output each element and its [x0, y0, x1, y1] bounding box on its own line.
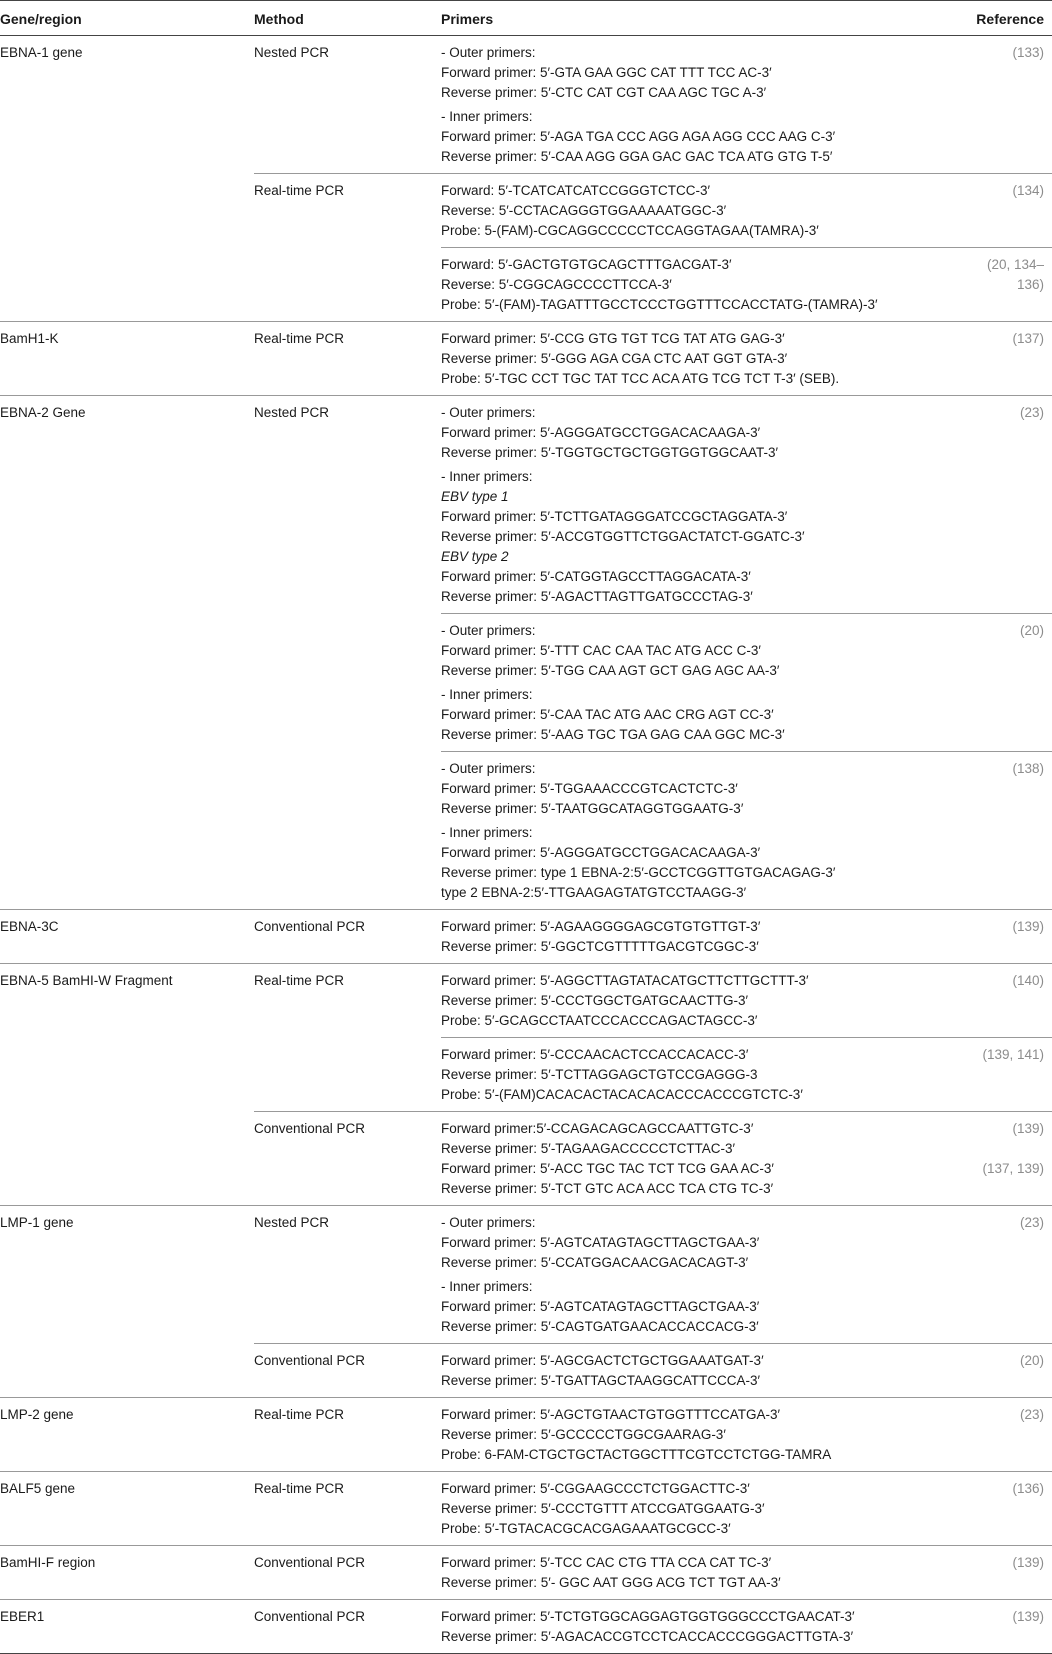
- primer-line: Reverse primer: 5′-AGACACCGTCCTCACCACCCGGGACTTGTA-3′: [441, 1629, 854, 1644]
- method-cell: [254, 752, 441, 910]
- primer-line: Forward primer: 5′-ACC TGC TAC TCT TCG GAA AC-3′: [441, 1161, 774, 1176]
- primer-line: Probe: 5′-TGC CCT TGC TAT TCC ACA ATG TCG TCT T-3′ (SEB).: [441, 371, 840, 386]
- table-row: [0, 614, 1052, 752]
- gene-cell: [0, 752, 254, 910]
- reference-citation: (134): [1012, 183, 1044, 198]
- primer-line: - Outer primers:: [441, 405, 536, 420]
- reference-citation: (23): [1019, 1215, 1044, 1230]
- gene-cell: EBNA-3C: [0, 910, 254, 964]
- method-cell: Nested PCR: [254, 1206, 441, 1344]
- method-cell: Conventional PCR: [254, 910, 441, 964]
- primer-line: Reverse primer: type 1 EBNA-2:5′-GCCTCGGTTGTGACAGAG-3′: [441, 865, 836, 880]
- primer-line: Forward primer: 5′-CAA TAC ATG AAC CRG AGT CC-3′: [441, 707, 774, 722]
- reference-cell: [972, 248, 1052, 322]
- primer-line: Forward: 5′-TCATCATCATCCGGGTCTCC-3′: [441, 183, 711, 198]
- primer-line: Forward primer: 5′-GTA GAA GGC CAT TTT TCC AC-3′: [441, 65, 772, 80]
- gene-cell: EBNA-2 Gene: [0, 396, 254, 614]
- primer-line: Forward primer: 5′-AGCGACTCTGCTGGAAATGAT-3′: [441, 1353, 764, 1368]
- table-row: [0, 1038, 1052, 1112]
- primer-line: Forward primer: 5′-CCCAACACTCCACCACACC-3′: [441, 1047, 749, 1062]
- reference-citation: (139): [1012, 1121, 1044, 1136]
- table-row: [0, 1546, 1052, 1600]
- primer-line: Reverse primer: 5′-TCT GTC ACA ACC TCA CTG TC-3′: [441, 1181, 774, 1196]
- method-cell: Conventional PCR: [254, 1344, 441, 1398]
- primers-cell: [441, 1600, 972, 1654]
- primer-line: Forward primer: 5′-AGGGATGCCTGGACACAAGA-3′: [441, 425, 761, 440]
- primer-line: EBV type 1: [441, 489, 509, 504]
- primers-cell: [441, 1546, 972, 1600]
- primers-cell: [441, 248, 972, 322]
- primer-line: Reverse primer: 5′-TAGAAGACCCCCTCTTAC-3′: [441, 1141, 736, 1156]
- reference-cell: [972, 1600, 1052, 1654]
- primer-line: Reverse primer: 5′-ACCGTGGTTCTGGACTATCT-GGATC-3′: [441, 529, 805, 544]
- primer-line: - Inner primers:: [441, 469, 533, 484]
- gene-cell: [0, 1038, 254, 1112]
- primer-line: - Outer primers:: [441, 45, 536, 60]
- method-cell: [254, 248, 441, 322]
- reference-citation: (139): [1012, 1609, 1044, 1624]
- reference-cell: [972, 910, 1052, 964]
- primer-line: Forward primer: 5′-CGGAAGCCCTCTGGACTTC-3′: [441, 1481, 750, 1496]
- reference-citation: (20): [1019, 623, 1044, 638]
- reference-citation: (139): [1012, 1555, 1044, 1570]
- primers-cell: [441, 174, 972, 248]
- primers-cell: [441, 36, 972, 174]
- primer-line: Forward primer: 5′-TCTGTGGCAGGAGTGGTGGGCCCTGAACAT-3′: [441, 1609, 855, 1624]
- primers-cell: [441, 1472, 972, 1546]
- primer-line: Reverse primer: 5′-CCCTGGCTGATGCAACTTG-3′: [441, 993, 749, 1008]
- method-cell: Real-time PCR: [254, 322, 441, 396]
- table-row: [0, 964, 1052, 1038]
- primer-line: Probe: 5-(FAM)-CGCAGGCCCCCTCCAGGTAGAA(TAMRA)-3′: [441, 223, 819, 238]
- reference-citation: (140): [1012, 973, 1044, 988]
- primer-line: Forward primer: 5′-TCTTGATAGGGATCCGCTAGGATA-3′: [441, 509, 788, 524]
- method-cell: [254, 1038, 441, 1112]
- reference-citation: (139, 141): [982, 1047, 1044, 1062]
- gene-cell: EBNA-1 gene: [0, 45, 83, 60]
- primer-line: Probe: 6-FAM-CTGCTGCTACTGGCTTTCGTCCTCTGG-TAMRA: [441, 1447, 832, 1462]
- primers-cell: [441, 1112, 972, 1206]
- method-cell: Real-time PCR: [254, 174, 441, 248]
- gene-cell: [0, 614, 254, 752]
- gene-cell: EBNA-5 BamHI-W Fragment: [0, 964, 254, 1038]
- primer-line: Reverse primer: 5′-GCCCCCTGGCGAARAG-3′: [441, 1427, 726, 1442]
- gene-cell: BamHI-F region: [0, 1546, 254, 1600]
- primers-cell: [441, 752, 972, 910]
- primer-line: Reverse primer: 5′- GGC AAT GGG ACG TCT TGT AA-3′: [441, 1575, 781, 1590]
- primer-line: Forward primer: 5′-CCG GTG TGT TCG TAT ATG GAG-3′: [441, 331, 785, 346]
- reference-cell: [972, 1398, 1052, 1472]
- primer-line: Forward primer: 5′-TCC CAC CTG TTA CCA CAT TC-3′: [441, 1555, 772, 1570]
- primer-line: Reverse primer: 5′-TGATTAGCTAAGGCATTCCCA-3′: [441, 1373, 761, 1388]
- table-row: [0, 1600, 1052, 1654]
- method-cell: Real-time PCR: [254, 1398, 441, 1472]
- method-cell: Conventional PCR: [254, 1112, 441, 1206]
- table-row: [0, 248, 1052, 322]
- primers-cell: [441, 910, 972, 964]
- table-row: [0, 36, 1052, 174]
- gene-cell: [0, 248, 254, 322]
- primer-line: Forward: 5′-GACTGTGTGCAGCTTTGACGAT-3′: [441, 257, 732, 272]
- primers-cell: [441, 1206, 972, 1344]
- method-cell: [254, 614, 441, 752]
- primer-line: Probe: 5′-(FAM)CACACACTACACACACCCACCCGTCTC-3′: [441, 1087, 803, 1102]
- primer-line: Forward primer: 5′-AGGCTTAGTATACATGCTTCTTGCTTT-3′: [441, 973, 809, 988]
- table-row: [0, 1472, 1052, 1546]
- header-reference: Reference: [972, 1, 1052, 36]
- reference-cell: [972, 1206, 1052, 1344]
- reference-cell: [972, 1038, 1052, 1112]
- primer-line: Probe: 5′-TGTACACGCACGAGAAATGCGCC-3′: [441, 1521, 731, 1536]
- method-cell: Conventional PCR: [254, 1546, 441, 1600]
- primer-line: - Inner primers:: [441, 825, 533, 840]
- primers-cell: [441, 1038, 972, 1112]
- reference-citation: (133): [1012, 45, 1044, 60]
- table-row: [0, 322, 1052, 396]
- primer-line: Forward primer: 5′-AGGGATGCCTGGACACAAGA-3′: [441, 845, 761, 860]
- method-cell: Nested PCR: [254, 45, 330, 60]
- table-body: [0, 36, 1052, 1654]
- primer-line: Reverse primer: 5′-CTC CAT CGT CAA AGC TGC A-3′: [441, 85, 767, 100]
- reference-cell: [972, 1472, 1052, 1546]
- table-row: [0, 1398, 1052, 1472]
- gene-cell: [0, 174, 254, 248]
- reference-citation: (137): [1012, 331, 1044, 346]
- gene-cell: BALF5 gene: [0, 1472, 254, 1546]
- primers-cell: [441, 322, 972, 396]
- primer-line: Reverse primer: 5′-TAATGGCATAGGTGGAATG-3′: [441, 801, 744, 816]
- reference-citation: (137, 139): [982, 1161, 1044, 1176]
- primers-cell: [441, 964, 972, 1038]
- primer-line: Forward primer: 5′-AGA TGA CCC AGG AGA AGG CCC AAG C-3′: [441, 129, 836, 144]
- reference-citation: (23): [1019, 1407, 1044, 1422]
- header-method: Method: [254, 1, 441, 36]
- gene-cell: LMP-1 gene: [0, 1206, 254, 1344]
- primer-line: - Outer primers:: [441, 623, 536, 638]
- primer-line: Reverse: 5′-CCTACAGGGTGGAAAAATGGC-3′: [441, 203, 727, 218]
- reference-cell: [972, 36, 1052, 174]
- reference-cell: [972, 1344, 1052, 1398]
- primer-line: Forward primer:5′-CCAGACAGCAGCCAATTGTC-3′: [441, 1121, 754, 1136]
- reference-citation: (20): [1019, 1353, 1044, 1368]
- primer-line: Forward primer: 5′-TGGAAACCCGTCACTCTC-3′: [441, 781, 738, 796]
- primer-line: - Outer primers:: [441, 1215, 536, 1230]
- reference-cell: [972, 614, 1052, 752]
- primer-line: - Outer primers:: [441, 761, 536, 776]
- table-row: [0, 1112, 1052, 1206]
- reference-cell: [972, 1546, 1052, 1600]
- header-gene: Gene/region: [0, 1, 254, 36]
- reference-cell: [972, 174, 1052, 248]
- primer-line: Reverse primer: 5′-TGG CAA AGT GCT GAG AGC AA-3′: [441, 663, 780, 678]
- reference-cell: [972, 1112, 1052, 1206]
- primer-line: Reverse: 5′-CGGCAGCCCCTTCCA-3′: [441, 277, 672, 292]
- table-row: [0, 752, 1052, 910]
- primer-line: Reverse primer: 5′-TGGTGCTGCTGGTGGTGGCAAT-3′: [441, 445, 779, 460]
- reference-citation: (138): [1012, 761, 1044, 776]
- table-row: [0, 1344, 1052, 1398]
- primer-line: Forward primer: 5′-AGAAGGGGAGCGTGTGTTGT-3′: [441, 919, 761, 934]
- gene-cell: EBER1: [0, 1600, 254, 1654]
- table-row: [0, 174, 1052, 248]
- reference-cell: [972, 964, 1052, 1038]
- primer-line: type 2 EBNA-2:5′-TTGAAGAGTATGTCCTAAGG-3′: [441, 885, 747, 900]
- primer-line: Reverse primer: 5′-CAA AGG GGA GAC GAC TCA ATG GTG T-5′: [441, 149, 833, 164]
- reference-cell: [972, 396, 1052, 614]
- reference-cell: [972, 752, 1052, 910]
- reference-cell: [972, 322, 1052, 396]
- primer-line: Probe: 5′-(FAM)-TAGATTTGCCTCCCTGGTTTCCACCTATG-(TAMRA)-3′: [441, 297, 878, 312]
- table-row: [0, 910, 1052, 964]
- reference-citation: (20, 134–136): [986, 257, 1044, 292]
- reference-citation: [972, 1139, 1044, 1159]
- primers-cell: [441, 1344, 972, 1398]
- table-row: [0, 396, 1052, 614]
- primer-line: Reverse primer: 5′-TCTTAGGAGCTGTCCGAGGG-3: [441, 1067, 758, 1082]
- primer-line: EBV type 2: [441, 549, 509, 564]
- method-cell: Nested PCR: [254, 396, 441, 614]
- primer-line: Reverse primer: 5′-AAG TGC TGA GAG CAA GGC MC-3′: [441, 727, 785, 742]
- primer-line: Probe: 5′-GCAGCCTAATCCCACCCAGACTAGCC-3′: [441, 1013, 758, 1028]
- gene-cell: [0, 1344, 254, 1398]
- primer-line: Reverse primer: 5′-GGG AGA CGA CTC AAT GGT GTA-3′: [441, 351, 788, 366]
- primer-line: - Inner primers:: [441, 1279, 533, 1294]
- header-primers: Primers: [441, 1, 972, 36]
- primer-line: - Inner primers:: [441, 687, 533, 702]
- reference-citation: (23): [1019, 405, 1044, 420]
- reference-citation: (139): [1012, 919, 1044, 934]
- primer-line: Forward primer: 5′-TTT CAC CAA TAC ATG ACC C-3′: [441, 643, 761, 658]
- header-row: [0, 1, 1052, 36]
- primer-line: Reverse primer: 5′-CCCTGTTT ATCCGATGGAATG-3′: [441, 1501, 765, 1516]
- gene-cell: LMP-2 gene: [0, 1398, 254, 1472]
- primer-line: - Inner primers:: [441, 109, 533, 124]
- primer-line: Forward primer: 5′-AGTCATAGTAGCTTAGCTGAA-3′: [441, 1299, 760, 1314]
- primers-cell: [441, 1398, 972, 1472]
- gene-cell: [0, 1112, 254, 1206]
- primer-line: Forward primer: 5′-AGTCATAGTAGCTTAGCTGAA-3′: [441, 1235, 760, 1250]
- primers-cell: [441, 614, 972, 752]
- gene-cell: BamH1-K: [0, 322, 254, 396]
- primer-line: Forward primer: 5′-CATGGTAGCCTTAGGACATA-3′: [441, 569, 751, 584]
- method-cell: Real-time PCR: [254, 1472, 441, 1546]
- primer-line: Reverse primer: 5′-GGCTCGTTTTTGACGTCGGC-3′: [441, 939, 759, 954]
- table-row: [0, 1206, 1052, 1344]
- primer-line: Reverse primer: 5′-CAGTGATGAACACCACCACG-3′: [441, 1319, 759, 1334]
- method-cell: Real-time PCR: [254, 964, 441, 1038]
- method-cell: Conventional PCR: [254, 1600, 441, 1654]
- primer-line: Forward primer: 5′-AGCTGTAACTGTGGTTTCCATGA-3′: [441, 1407, 781, 1422]
- primer-line: Reverse primer: 5′-AGACTTAGTTGATGCCCTAG-3′: [441, 589, 753, 604]
- primers-cell: [441, 396, 972, 614]
- primer-line: Reverse primer: 5′-CCATGGACAACGACACAGT-3′: [441, 1255, 749, 1270]
- reference-citation: (136): [1012, 1481, 1044, 1496]
